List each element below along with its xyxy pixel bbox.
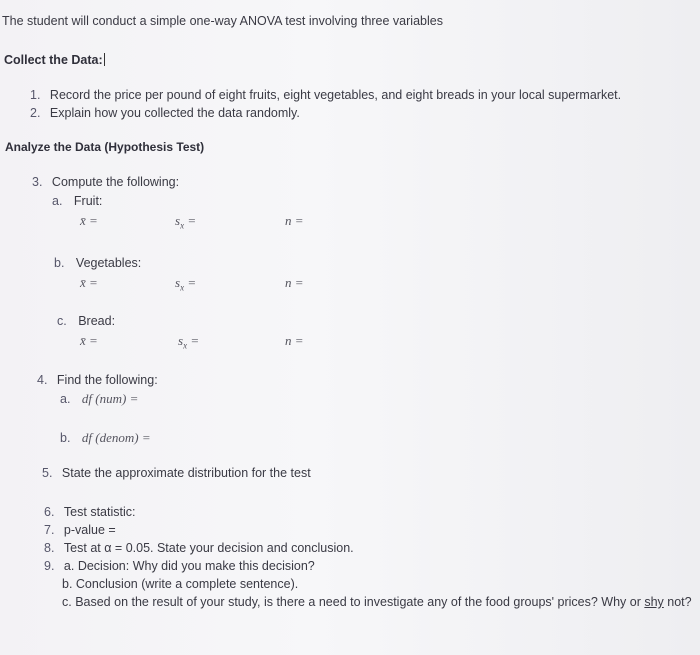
fruit-mean: x̄ = (80, 213, 98, 228)
collect-item-1-text: Record the price per pound of eight fruits, eight vegetables, and eight breads in your local supermarket. (49, 88, 622, 102)
analyze-heading: Analyze the Data (Hypothesis Test) (5, 140, 205, 154)
question-8-num: 8. (44, 541, 55, 555)
question-3 (32, 175, 179, 190)
question-6 (44, 505, 135, 520)
group-vegetables-letter: b. (54, 256, 65, 270)
intro-text: The student will conduct a simple one-way ANOVA test involving three variables (2, 14, 443, 28)
group-fruit-letter: a. (52, 194, 63, 208)
question-5 (42, 466, 311, 481)
question-5-text: State the approximate distribution for the test (61, 466, 311, 480)
vegetables-sd (175, 275, 196, 296)
df-num-text: df (num) = (81, 391, 139, 406)
question-9c-end: not? (663, 595, 692, 609)
question-7-num: 7. (44, 523, 55, 537)
df-denom-text: df (denom) = (81, 430, 151, 445)
bread-sd (178, 333, 199, 354)
question-4-num: 4. (37, 373, 48, 387)
question-9c-text: c. Based on the result of your study, is there a need to investigate any of the food groups' prices? Why or (62, 595, 645, 609)
group-fruit-label (52, 194, 102, 209)
question-9c (62, 595, 692, 610)
question-4-text: Find the following: (56, 373, 158, 387)
group-bread-letter: c. (57, 314, 67, 328)
question-9a (44, 559, 315, 574)
fruit-sd-subscript: x (180, 220, 185, 231)
fruit-sd-symbol: s (175, 213, 181, 228)
fruit-sd (175, 213, 196, 234)
bread-n: n = (285, 333, 304, 348)
text-cursor (104, 53, 105, 66)
collect-heading-label: Collect the Data: (4, 53, 103, 67)
question-9a-text: a. Decision: Why did you make this decision? (63, 559, 315, 573)
group-bread-name: Bread: (78, 314, 116, 328)
question-9-num: 9. (44, 559, 55, 573)
question-9b: b. Conclusion (write a complete sentence). (62, 577, 299, 591)
question-5-num: 5. (42, 466, 53, 480)
question-3-num: 3. (32, 175, 43, 189)
collect-item-1 (30, 88, 621, 103)
question-7 (44, 523, 116, 538)
question-3-text: Compute the following: (51, 175, 180, 189)
vegetables-sd-symbol: s (175, 275, 181, 290)
df-denom-letter: b. (60, 431, 71, 445)
fruit-sd-equals: = (187, 213, 197, 228)
vegetables-n: n = (285, 275, 304, 290)
collect-item-2-num: 2. (30, 106, 41, 120)
question-9c-typo: shy (644, 595, 664, 609)
vegetables-mean: x̄ = (80, 275, 98, 290)
group-bread-label (57, 314, 115, 329)
df-num-letter: a. (60, 392, 71, 406)
question-8-text: Test at α = 0.05. State your decision and conclusion. (63, 541, 354, 555)
vegetables-sd-equals: = (187, 275, 197, 290)
bread-sd-equals: = (190, 333, 200, 348)
bread-mean: x̄ = (80, 333, 98, 348)
vegetables-sd-subscript: x (180, 282, 185, 293)
bread-sd-subscript: x (183, 340, 188, 351)
collect-heading (4, 53, 105, 68)
question-4 (37, 373, 158, 388)
question-8 (44, 541, 354, 556)
group-vegetables-label (54, 256, 141, 271)
group-vegetables-name: Vegetables: (75, 256, 142, 270)
df-denom (60, 430, 151, 446)
question-6-num: 6. (44, 505, 55, 519)
collect-item-1-num: 1. (30, 88, 41, 102)
collect-item-2 (30, 106, 300, 121)
df-num (60, 391, 138, 407)
group-fruit-name: Fruit: (73, 194, 103, 208)
question-7-text: p-value = (63, 523, 116, 537)
collect-item-2-text: Explain how you collected the data randomly. (49, 106, 300, 120)
question-6-text: Test statistic: (63, 505, 136, 519)
fruit-n: n = (285, 213, 304, 228)
bread-sd-symbol: s (178, 333, 184, 348)
